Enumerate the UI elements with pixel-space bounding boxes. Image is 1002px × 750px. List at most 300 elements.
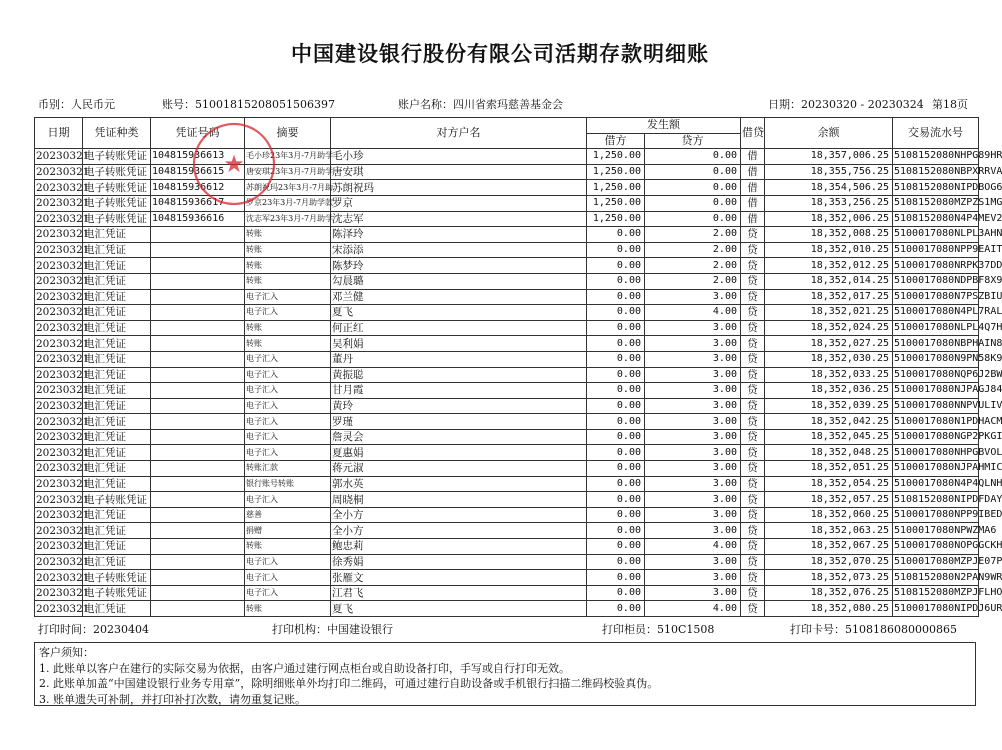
row-voucher-type: 电汇凭证 [83,554,151,570]
row-balance: 18,352,057.25 [765,492,893,508]
row-voucher-no [151,429,245,445]
print-card: 打印卡号：5108186080000865 [790,623,957,636]
row-date: 20230321 [36,337,90,350]
print-counter: 打印柜员：510C1508 [602,623,715,636]
row-debit: 0.00 [587,242,645,258]
row-voucher-no [151,398,245,414]
row-balance: 18,352,033.25 [765,367,893,383]
row-date: 20230321 [36,587,90,600]
row-date: 20230321 [36,212,90,225]
row-debit: 0.00 [587,585,645,601]
table-row [35,351,979,367]
row-date: 20230321 [36,540,90,553]
row-summary: 转账 [245,242,331,258]
row-serial: 5100017080NPP9EAIT [893,242,979,258]
account-name: 账户名称：四川省索玛慈善基金会 [398,98,563,111]
row-date: 20230321 [36,462,90,475]
row-date: 20230321 [36,290,90,303]
row-credit: 2.00 [645,273,741,289]
row-dc: 贷 [741,461,765,477]
row-credit: 0.00 [645,180,741,196]
row-date: 20230321 [36,306,90,319]
row-summary: 转账 [245,258,331,274]
row-serial: 5100017080NJPAGJ84 [893,383,979,399]
row-debit: 0.00 [587,289,645,305]
row-summary: 电子汇入 [245,305,331,321]
row-summary: 电子汇入 [245,398,331,414]
row-dc: 贷 [741,476,765,492]
row-balance: 18,352,042.25 [765,414,893,430]
row-summary: 沈志军23年3月-7月助学 [245,211,331,227]
row-serial: 5108152080N2PAN9WR [893,570,979,586]
svg-text:★: ★ [223,150,245,178]
transaction-table [34,117,1002,617]
row-counterparty: 沈志军 [331,211,587,227]
table-row [35,258,979,274]
row-voucher-no [151,523,245,539]
row-summary: 转账 [245,601,331,617]
row-balance: 18,352,039.25 [765,398,893,414]
row-dc: 贷 [741,539,765,555]
row-voucher-no [151,554,245,570]
row-voucher-type: 电汇凭证 [83,289,151,305]
row-dc: 贷 [741,414,765,430]
row-voucher-no [151,242,245,258]
row-counterparty: 毛小珍 [331,149,587,165]
row-balance: 18,353,256.25 [765,195,893,211]
row-counterparty: 苏朗祝玛 [331,180,587,196]
row-counterparty: 夏飞 [331,601,587,617]
row-summary: 电子汇入 [245,367,331,383]
row-debit: 0.00 [587,492,645,508]
row-voucher-type: 电汇凭证 [83,367,151,383]
header-counterparty: 对方户名 [331,118,587,149]
row-balance: 18,352,014.25 [765,273,893,289]
row-date: 20230321 [36,384,90,397]
row-balance: 18,352,012.25 [765,258,893,274]
row-serial: 5108152080NHPG89HR [893,149,979,165]
row-balance: 18,355,756.25 [765,164,893,180]
table-row [35,476,979,492]
row-dc: 贷 [741,445,765,461]
row-credit: 3.00 [645,414,741,430]
row-counterparty: 宋添添 [331,242,587,258]
row-debit: 0.00 [587,383,645,399]
row-debit: 1,250.00 [587,149,645,165]
row-summary: 电子汇入 [245,492,331,508]
row-summary: 电子汇入 [245,414,331,430]
row-dc: 贷 [741,227,765,243]
row-summary: 慈善 [245,507,331,523]
row-balance: 18,352,036.25 [765,383,893,399]
row-date: 20230321 [36,166,90,179]
row-debit: 0.00 [587,461,645,477]
row-counterparty: 唐安琪 [331,164,587,180]
row-serial: 5100017080NHPGBVOL [893,445,979,461]
row-voucher-type: 电汇凭证 [83,336,151,352]
row-voucher-no [151,227,245,243]
row-voucher-type: 电汇凭证 [83,383,151,399]
row-credit: 3.00 [645,351,741,367]
row-date: 20230321 [36,493,90,506]
row-credit: 3.00 [645,585,741,601]
row-dc: 贷 [741,492,765,508]
row-summary: 罗京23年3月-7月助学款 [245,195,331,211]
row-dc: 借 [741,211,765,227]
row-debit: 0.00 [587,429,645,445]
row-serial: 5100017080NDPBF8X9 [893,273,979,289]
header-serial: 交易流水号 [893,118,979,149]
row-serial: 5108152080MZPJFLHO [893,585,979,601]
notes-item-1: 1. 此账单以客户在建行的实际交易为依据，由客户通过建行网点柜台或自助设备打印，手写或自行打印无效。 [39,661,570,675]
row-counterparty: 江君飞 [331,585,587,601]
row-voucher-no [151,570,245,586]
row-voucher-no: 104815936612 [151,180,245,196]
row-summary: 转账 [245,336,331,352]
row-voucher-no [151,539,245,555]
row-serial: 5100017080MZPJE07P [893,554,979,570]
row-date: 20230321 [36,415,90,428]
row-credit: 3.00 [645,429,741,445]
row-voucher-no [151,585,245,601]
row-serial: 5100017080NLPL4Q7H [893,320,979,336]
row-serial: 5108152080MZPZS1MG [893,195,979,211]
row-dc: 贷 [741,601,765,617]
header-amount: 发生额 [587,118,741,134]
row-date: 20230321 [36,197,90,210]
row-dc: 贷 [741,570,765,586]
date-range: 日期：20230320 - 20230324 [768,98,924,111]
row-voucher-type: 电子转账凭证 [83,492,151,508]
row-serial: 5100017080N9PN58K9 [893,351,979,367]
row-balance: 18,352,048.25 [765,445,893,461]
row-debit: 1,250.00 [587,180,645,196]
row-credit: 3.00 [645,492,741,508]
row-voucher-type: 电汇凭证 [83,601,151,617]
row-credit: 3.00 [645,476,741,492]
header-credit: 贷方 [645,133,741,149]
row-counterparty: 勾晨璐 [331,273,587,289]
row-balance: 18,352,054.25 [765,476,893,492]
row-counterparty: 周晓桐 [331,492,587,508]
row-debit: 0.00 [587,227,645,243]
row-voucher-no [151,414,245,430]
row-serial: 5100017080NJPAHMIC [893,461,979,477]
row-dc: 贷 [741,429,765,445]
row-dc: 贷 [741,367,765,383]
row-date: 20230321 [36,602,90,615]
header-summary: 摘要 [245,118,331,149]
row-counterparty: 詹灵会 [331,429,587,445]
row-summary: 电子汇入 [245,351,331,367]
row-voucher-type: 电汇凭证 [83,539,151,555]
row-debit: 0.00 [587,414,645,430]
customer-notes [34,642,976,706]
header-voucher-no: 凭证号码 [151,118,245,149]
row-voucher-no [151,289,245,305]
row-summary: 银行账号转账 [245,476,331,492]
row-voucher-type: 电汇凭证 [83,398,151,414]
row-balance: 18,357,006.25 [765,149,893,165]
row-voucher-type: 电汇凭证 [83,476,151,492]
row-debit: 0.00 [587,523,645,539]
row-voucher-type: 电汇凭证 [83,429,151,445]
row-voucher-type: 电子转账凭证 [83,164,151,180]
row-balance: 18,352,080.25 [765,601,893,617]
row-dc: 借 [741,164,765,180]
row-debit: 1,250.00 [587,211,645,227]
table-row [35,601,979,617]
row-counterparty: 何正红 [331,320,587,336]
row-debit: 0.00 [587,476,645,492]
table-row [35,585,979,601]
row-counterparty: 吴利娟 [331,336,587,352]
row-balance: 18,352,017.25 [765,289,893,305]
row-credit: 3.00 [645,320,741,336]
row-summary: 电子汇入 [245,383,331,399]
row-voucher-type: 电汇凭证 [83,258,151,274]
row-serial: 5100017080NBPHAIN8 [893,336,979,352]
row-serial: 5100017080NRPK37DD [893,258,979,274]
header-dc: 借贷 [741,118,765,149]
row-voucher-no: 104815936617 [151,195,245,211]
currency-label: 币别：人民币元 [38,98,115,111]
row-dc: 借 [741,195,765,211]
row-date: 20230321 [36,150,90,163]
header-debit: 借方 [587,133,645,149]
row-counterparty: 黄玲 [331,398,587,414]
row-voucher-no [151,336,245,352]
notes-item-3: 3. 账单遗失可补制，并打印补打次数，请勿重复记账。 [39,692,306,706]
row-date: 20230321 [36,431,90,444]
table-row [35,320,979,336]
row-summary: 电子汇入 [245,554,331,570]
row-voucher-no [151,476,245,492]
row-counterparty: 夏飞 [331,305,587,321]
row-credit: 3.00 [645,383,741,399]
row-counterparty: 张雁文 [331,570,587,586]
row-serial: 5108152080NBPXRRVA [893,164,979,180]
row-voucher-no [151,258,245,274]
row-voucher-type: 电汇凭证 [83,320,151,336]
row-voucher-type: 电子转账凭证 [83,585,151,601]
row-balance: 18,352,010.25 [765,242,893,258]
table-row [35,383,979,399]
row-serial: 5100017080NNPVULIV [893,398,979,414]
row-debit: 0.00 [587,445,645,461]
row-voucher-type: 电子转账凭证 [83,195,151,211]
row-voucher-type: 电子转账凭证 [83,180,151,196]
row-voucher-no [151,383,245,399]
row-dc: 贷 [741,305,765,321]
page-number: 第18页 [932,98,968,111]
row-debit: 0.00 [587,367,645,383]
row-debit: 0.00 [587,601,645,617]
notes-item-2: 2. 此账单加盖“中国建设银行业务专用章”，除明细账单外均打印二维码，可通过建行自助设备或手机银行扫描二维码校验真伪。 [39,677,659,690]
row-credit: 0.00 [645,164,741,180]
row-voucher-no [151,273,245,289]
row-summary: 电子汇入 [245,585,331,601]
row-serial: 5100017080NQP6J2BW [893,367,979,383]
row-summary: 转账 [245,320,331,336]
print-org: 打印机构：中国建设银行 [272,623,393,636]
print-time: 打印时间：20230404 [38,623,149,636]
table-row [35,554,979,570]
row-dc: 贷 [741,398,765,414]
row-voucher-no [151,367,245,383]
row-voucher-type: 电汇凭证 [83,227,151,243]
table-row [35,445,979,461]
row-counterparty: 蒋元淑 [331,461,587,477]
row-credit: 4.00 [645,539,741,555]
row-dc: 贷 [741,585,765,601]
row-summary: 转账汇款 [245,461,331,477]
table-row [35,180,979,196]
row-voucher-type: 电汇凭证 [83,523,151,539]
row-balance: 18,354,506.25 [765,180,893,196]
row-summary: 电子汇入 [245,570,331,586]
row-credit: 3.00 [645,367,741,383]
row-serial: 5100017080NGP2PKGI [893,429,979,445]
row-dc: 贷 [741,320,765,336]
row-date: 20230321 [36,275,90,288]
row-credit: 2.00 [645,258,741,274]
row-counterparty: 黄振聪 [331,367,587,383]
row-voucher-type: 电子转账凭证 [83,570,151,586]
row-counterparty: 全小方 [331,507,587,523]
row-voucher-type: 电汇凭证 [83,445,151,461]
row-debit: 0.00 [587,305,645,321]
row-voucher-no [151,507,245,523]
row-date: 20230321 [36,555,90,568]
table-row [35,227,979,243]
row-counterparty: 甘月霞 [331,383,587,399]
row-voucher-type: 电子转账凭证 [83,211,151,227]
row-voucher-type: 电汇凭证 [83,351,151,367]
row-balance: 18,352,067.25 [765,539,893,555]
row-voucher-type: 电子转账凭证 [83,149,151,165]
row-dc: 贷 [741,351,765,367]
row-voucher-no [151,492,245,508]
row-counterparty: 郭水英 [331,476,587,492]
row-voucher-no [151,601,245,617]
row-balance: 18,352,008.25 [765,227,893,243]
row-debit: 0.00 [587,398,645,414]
row-credit: 0.00 [645,211,741,227]
row-dc: 贷 [741,336,765,352]
row-debit: 0.00 [587,507,645,523]
table-row [35,195,979,211]
row-date: 20230321 [36,322,90,335]
row-credit: 3.00 [645,554,741,570]
row-voucher-no [151,351,245,367]
row-credit: 3.00 [645,289,741,305]
row-summary: 转账 [245,539,331,555]
table-row [35,211,979,227]
row-serial: 5100017080NOPGGCKH [893,539,979,555]
row-credit: 3.00 [645,445,741,461]
row-serial: 5108152080NIPDBOG6 [893,180,979,196]
row-date: 20230321 [36,353,90,366]
bank-seal-stamp [190,120,278,208]
row-debit: 0.00 [587,351,645,367]
row-dc: 贷 [741,242,765,258]
row-balance: 18,352,027.25 [765,336,893,352]
row-credit: 3.00 [645,336,741,352]
row-summary: 电子汇入 [245,429,331,445]
row-credit: 2.00 [645,227,741,243]
row-credit: 0.00 [645,149,741,165]
table-row [35,523,979,539]
row-summary: 转账 [245,273,331,289]
account-number: 账号：51001815208051506397 [162,98,335,111]
row-balance: 18,352,024.25 [765,320,893,336]
row-balance: 18,352,045.25 [765,429,893,445]
row-counterparty: 邓兰健 [331,289,587,305]
table-row [35,336,979,352]
table-row [35,242,979,258]
row-summary: 电子汇入 [245,445,331,461]
row-debit: 0.00 [587,539,645,555]
row-debit: 0.00 [587,554,645,570]
row-debit: 1,250.00 [587,195,645,211]
row-voucher-no [151,305,245,321]
row-counterparty: 鲍忠莉 [331,539,587,555]
row-serial: 5100017080N7PSZBIU [893,289,979,305]
row-balance: 18,352,076.25 [765,585,893,601]
row-serial: 5100017080N1PDHACM [893,414,979,430]
table-row [35,414,979,430]
row-balance: 18,352,063.25 [765,523,893,539]
table-header-row [35,118,979,134]
header-balance: 余额 [765,118,893,149]
row-date: 20230321 [36,368,90,381]
row-voucher-type: 电汇凭证 [83,414,151,430]
table-row [35,149,979,165]
row-date: 20230321 [36,181,90,194]
row-debit: 0.00 [587,258,645,274]
row-voucher-no: 104815936615 [151,164,245,180]
table-row [35,367,979,383]
row-summary: 唐安琪23年3月-7月助学 [245,164,331,180]
row-voucher-type: 电汇凭证 [83,461,151,477]
row-balance: 18,352,070.25 [765,554,893,570]
row-serial: 5108152080NIPDFDAY [893,492,979,508]
row-counterparty: 夏惠娟 [331,445,587,461]
row-dc: 借 [741,149,765,165]
row-credit: 0.00 [645,195,741,211]
row-debit: 0.00 [587,570,645,586]
row-voucher-no [151,320,245,336]
row-counterparty: 董丹 [331,351,587,367]
table-row [35,289,979,305]
row-voucher-type: 电汇凭证 [83,305,151,321]
row-serial: 5100017080N4PL7RAL [893,305,979,321]
row-dc: 贷 [741,507,765,523]
row-voucher-no [151,461,245,477]
notes-heading: 客户须知： [39,646,94,659]
row-serial: 5100017080NPWZMA6 [893,523,979,539]
row-summary: 毛小珍23年3月-7月助学 [245,149,331,165]
row-balance: 18,352,060.25 [765,507,893,523]
row-credit: 3.00 [645,523,741,539]
row-voucher-no [151,445,245,461]
row-debit: 0.00 [587,336,645,352]
header-voucher-type: 凭证种类 [83,118,151,149]
row-debit: 0.00 [587,320,645,336]
row-serial: 5100017080NPP9IBED [893,507,979,523]
row-balance: 18,352,021.25 [765,305,893,321]
